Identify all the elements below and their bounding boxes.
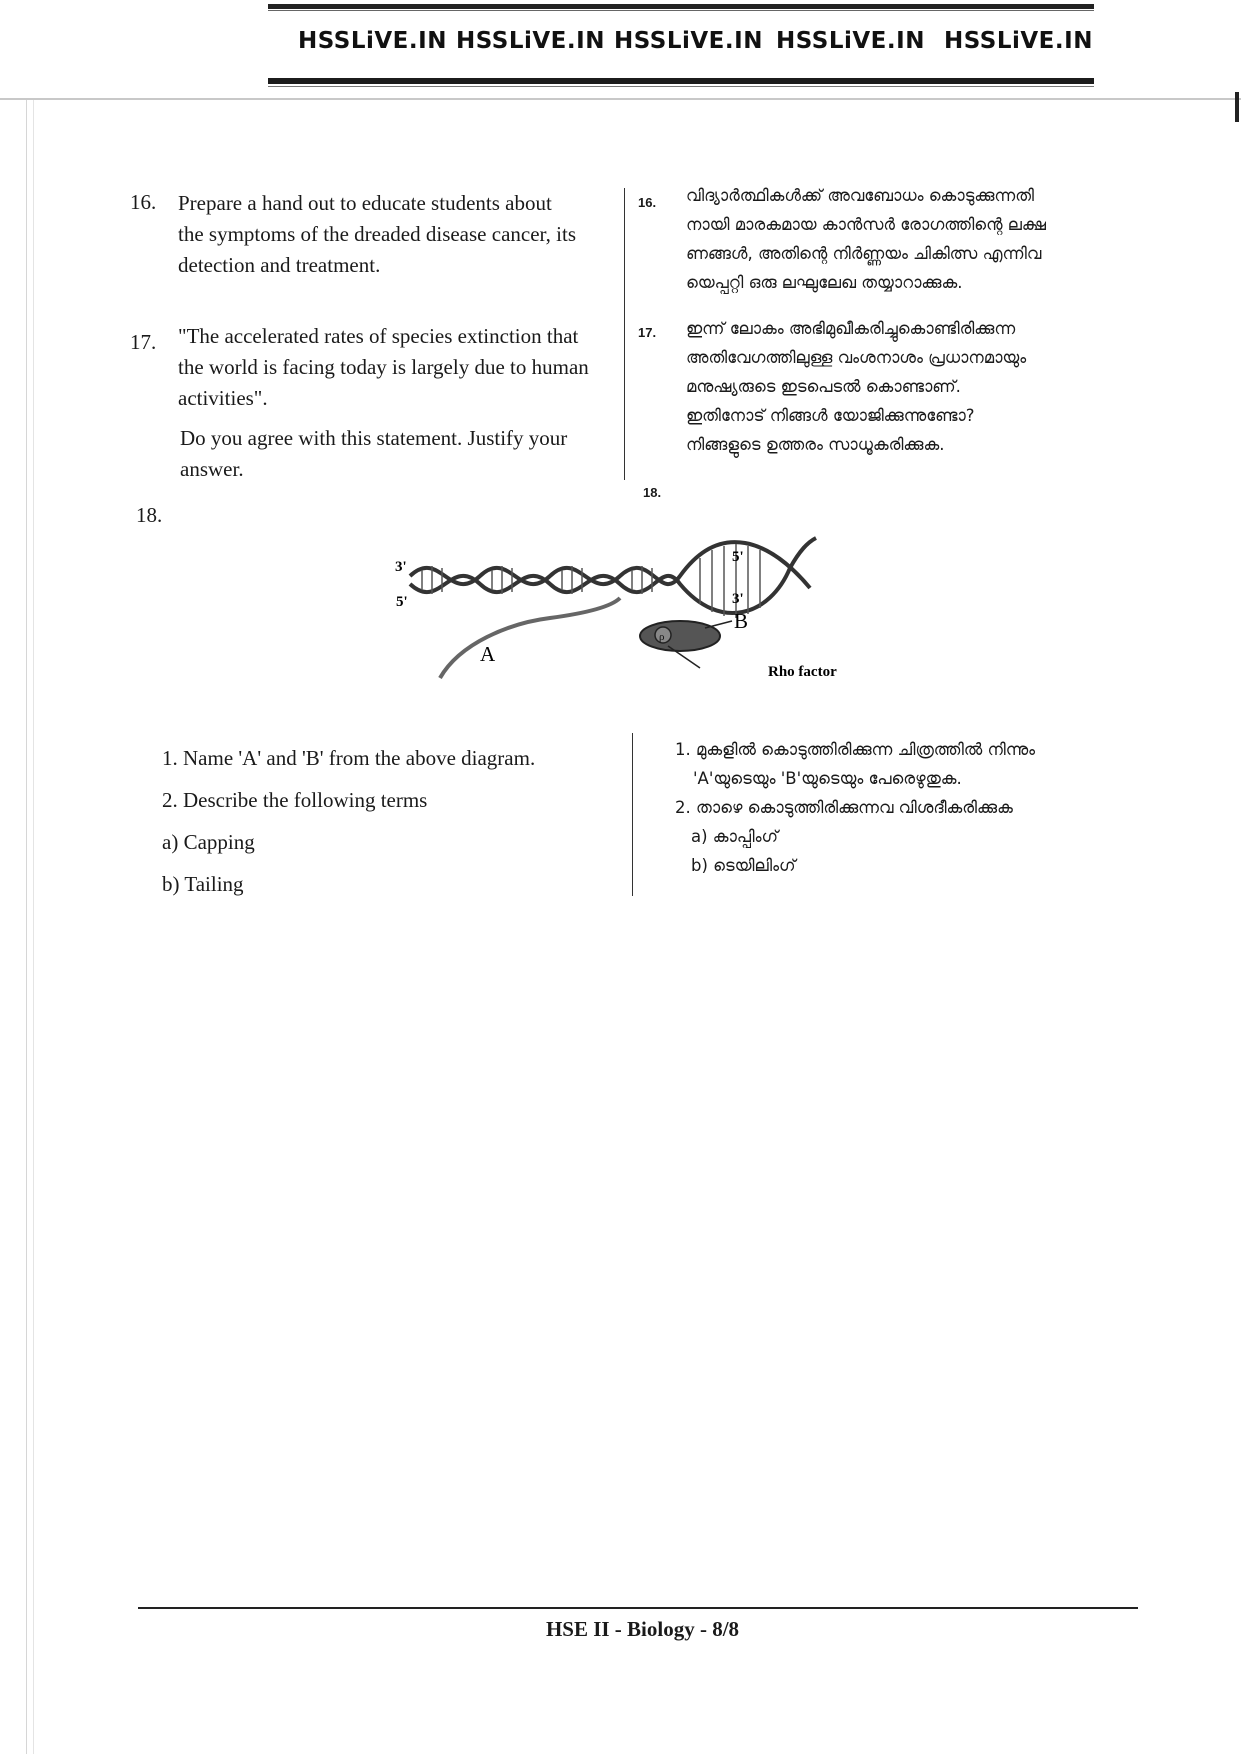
question-17-english-part2 <box>180 423 620 485</box>
text-line: അതിവേഗത്തിലുള്ള വംശനാശം പ്രധാനമായും <box>686 348 1027 367</box>
label-3-prime-left: 3' <box>395 559 407 575</box>
label-5-prime-left: 5' <box>396 594 408 610</box>
header-bottom-rule-thin <box>268 86 1094 87</box>
text-line: നായി മാരകമായ കാൻസർ രോഗത്തിന്റെ ലക്ഷ <box>686 215 1046 234</box>
header-bottom-rule <box>268 78 1094 84</box>
text-line: "The accelerated rates of species extinction that <box>178 324 579 348</box>
text-line: 'A'യുടെയും 'B'യുടെയും പേരെഴുതുക. <box>693 769 962 788</box>
pointer-b <box>705 621 732 628</box>
question-18-english <box>162 737 622 905</box>
text-line: ണങ്ങൾ, അതിന്റെ നിർണ്ണയം ചികിത്സ എന്നിവ <box>686 244 1042 263</box>
transcription-diagram <box>380 528 880 698</box>
text-line: a) Capping <box>162 830 255 854</box>
column-divider <box>632 733 633 896</box>
question-17-english <box>178 321 618 414</box>
text-line: നിങ്ങളുടെ ഉത്തരം സാധൂകരിക്കുക. <box>686 435 945 454</box>
text-line: answer. <box>180 457 244 481</box>
label-5-prime-right: 5' <box>732 549 744 565</box>
left-margin <box>26 100 34 1754</box>
page-footer-text: HSE II - Biology - 8/8 <box>545 1617 740 1641</box>
page-edge <box>0 98 1241 100</box>
text-line: ഇതിനോട് നിങ്ങൾ യോജിക്കുന്നുണ്ടോ? <box>686 406 975 425</box>
edge-mark <box>1235 92 1239 122</box>
text-line: activities". <box>178 386 268 410</box>
column-divider <box>624 188 625 480</box>
text-line: മനുഷ്യരുടെ ഇടപെടൽ കൊണ്ടാണ്. <box>686 377 961 396</box>
question-17-malayalam <box>686 314 1126 459</box>
text-line: 2. Describe the following terms <box>162 788 428 812</box>
text-line: 1. Name 'A' and 'B' from the above diagram. <box>162 746 536 770</box>
text-line: the world is facing today is largely due to human <box>178 355 589 379</box>
text-line: detection and treatment. <box>178 253 381 277</box>
question-18-malayalam <box>675 735 1145 880</box>
rna-strand-a <box>440 598 620 678</box>
site-name: HSSLiVE.IN <box>776 28 925 54</box>
rho-factor-b <box>640 621 720 651</box>
question-number: 16. <box>130 190 157 214</box>
dna-strand-upper <box>410 542 810 588</box>
site-name: HSSLiVE.IN <box>944 28 1093 54</box>
question-number-ml: 16. <box>638 195 657 210</box>
text-line: b) Tailing <box>162 872 244 896</box>
site-name: HSSLiVE.IN <box>298 28 447 54</box>
text-line: വിദ്യാർത്ഥികൾക്ക് അവബോധം കൊടുക്കുന്നതി <box>686 186 1034 205</box>
question-number: 18. <box>136 503 163 527</box>
site-name: HSSLiVE.IN <box>456 28 605 54</box>
header-top-rule <box>268 4 1094 9</box>
text-line: 2. താഴെ കൊടുത്തിരിക്കുന്നവ വിശദീകരിക്കുക <box>675 798 1013 817</box>
footer <box>0 1617 1241 1642</box>
label-b: B <box>734 609 749 633</box>
label-3-prime-right: 3' <box>732 591 744 607</box>
label-a: A <box>480 642 496 666</box>
text-line: ഇന്ന് ലോകം അഭിമുഖീകരിച്ചുകൊണ്ടിരിക്കുന്ന <box>686 319 1016 338</box>
text-line: Prepare a hand out to educate students about <box>178 191 552 215</box>
question-number-ml: 18. <box>643 485 662 500</box>
text-line: a) കാപ്പിംഗ് <box>691 827 778 846</box>
question-16-english <box>178 188 618 281</box>
header-top-rule-thin <box>268 10 1094 11</box>
header-banner <box>268 0 1094 92</box>
site-name: HSSLiVE.IN <box>614 28 763 54</box>
label-rho-factor: Rho factor <box>768 664 837 680</box>
text-line: b) ടെയിലിംഗ് <box>691 856 796 875</box>
text-line: Do you agree with this statement. Justify your <box>180 426 568 450</box>
text-line: 1. മുകളിൽ കൊടുത്തിരിക്കുന്ന ചിത്രത്തിൽ നിന്നും <box>675 740 1036 759</box>
footer-rule <box>138 1607 1138 1609</box>
text-line: the symptoms of the dreaded disease cancer, its <box>178 222 577 246</box>
text-line: യെപ്പറ്റി ഒരു ലഘുലേഖ തയ്യാറാക്കുക. <box>686 273 963 292</box>
question-16-malayalam <box>686 181 1126 297</box>
question-number-ml: 17. <box>638 325 657 340</box>
question-number: 17. <box>130 330 157 354</box>
rho-inner-label: ρ <box>659 631 665 643</box>
